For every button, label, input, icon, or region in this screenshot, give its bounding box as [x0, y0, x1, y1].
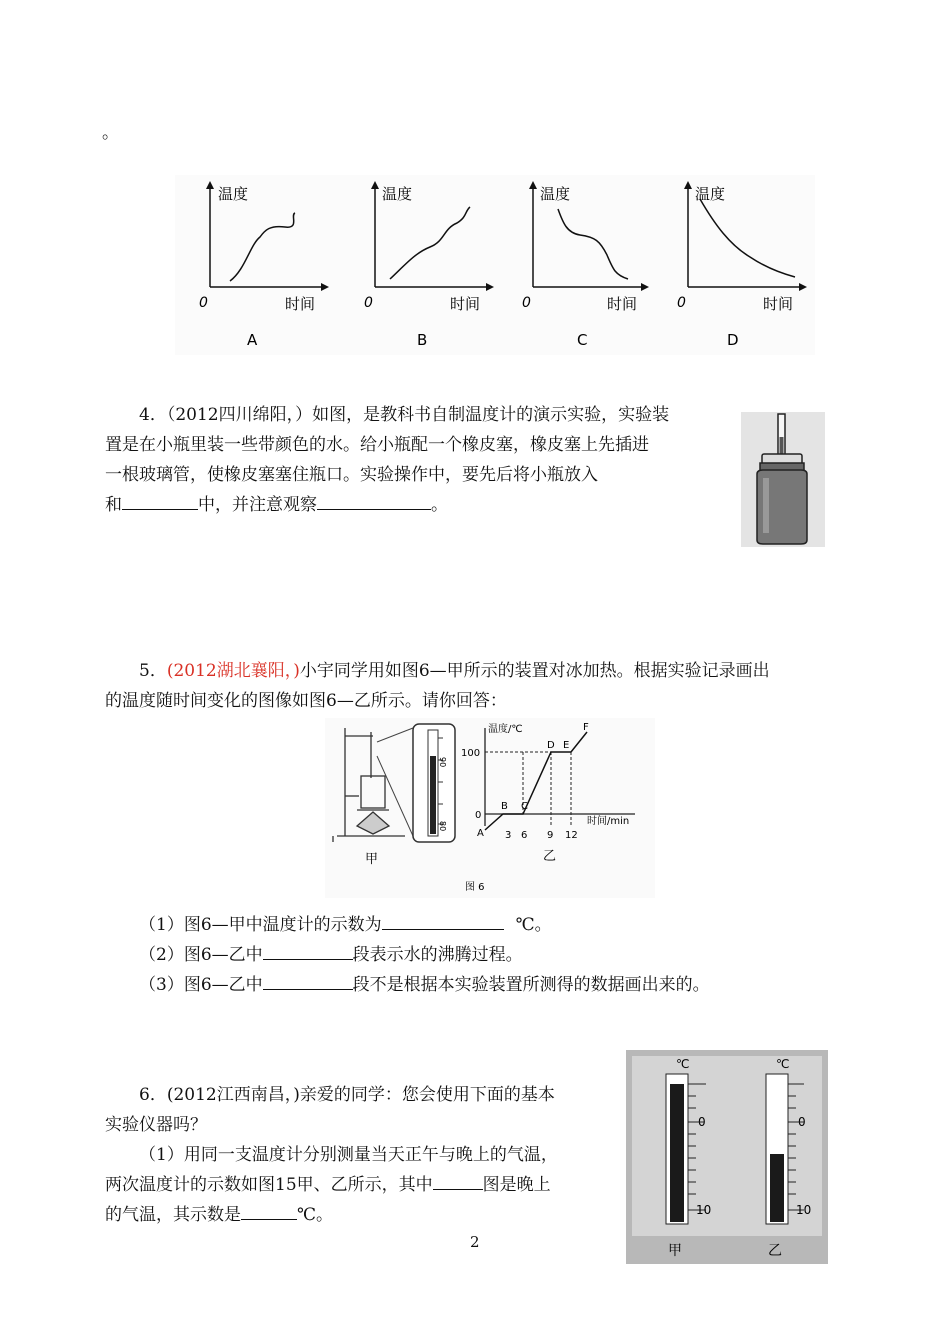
figure-6	[325, 718, 655, 898]
q5-sub-1-text: （1）图6—甲中温度计的示数为	[139, 915, 382, 935]
thermo-yi-label: 乙	[768, 1243, 782, 1259]
graph-d-origin: 0	[677, 295, 686, 311]
page-number: 2	[470, 1233, 480, 1251]
q5-sub-1	[139, 910, 839, 940]
q4-blank-1[interactable]	[122, 491, 198, 510]
q6-line-4-rest: 图是晚上	[482, 1175, 551, 1195]
q4-line-1: 4．（2012四川绵阳，）如图，是教科书自制温度计的演示实验，实验装	[139, 405, 670, 425]
tick-100: 100	[461, 748, 481, 759]
graph-b-label: B	[417, 331, 428, 349]
q6-line-5-text: 的气温，其示数是	[105, 1205, 241, 1225]
scale-80: 80	[438, 821, 447, 832]
graph-d-x-label: 时间	[763, 295, 794, 313]
q5-sub-2	[139, 940, 839, 970]
question-4	[105, 400, 730, 520]
q5-sub-2-text: （2）图6—乙中	[139, 945, 263, 965]
thermo-jia-zero: 0	[698, 1115, 706, 1129]
graph-b-x-label: 时间	[450, 295, 481, 313]
q6-line-2: 实验仪器吗？	[105, 1115, 207, 1135]
point-d: D	[547, 740, 555, 751]
q5-sub-3	[139, 970, 839, 1000]
q5-sub-3-rest: 段不是根据本实验装置所测得的数据画出来的。	[352, 975, 710, 995]
point-b: B	[501, 801, 508, 812]
q5-source: (2012湖北襄阳，)	[166, 661, 300, 681]
q5-number: 5．	[139, 661, 167, 681]
tick-6: 6	[521, 830, 528, 841]
q5-line-1-rest: 小宇同学用如图6—甲所示的装置对冰加热。根据实验记录画出	[299, 661, 770, 681]
q5-sub-3-text: （3）图6—乙中	[139, 975, 263, 995]
q6-line-5-unit: ℃。	[297, 1205, 334, 1225]
q4-line-2: 置是在小瓶里装一些带颜色的水。给小瓶配一个橡皮塞，橡皮塞上先插进	[105, 435, 649, 455]
graph-a-y-label: 温度	[218, 185, 249, 203]
two-thermometers-figure	[626, 1050, 828, 1264]
tick-3: 3	[505, 830, 512, 841]
q4-text-he: 和	[105, 495, 122, 515]
graph-a-label: A	[247, 331, 258, 349]
q6-line-5	[105, 1200, 615, 1230]
q5-subquestions	[139, 910, 839, 1000]
tick-0: 0	[475, 810, 482, 821]
q6-blank-which[interactable]	[433, 1171, 483, 1190]
q6-blank-reading[interactable]	[241, 1201, 297, 1220]
question-6	[105, 1080, 615, 1230]
thermo-jia-ten: 10	[696, 1203, 712, 1217]
q5-line-2: 的温度随时间变化的图像如图6—乙所示。请你回答：	[105, 691, 507, 711]
graph-b-origin: 0	[364, 295, 373, 311]
thermo-yi-ten: 10	[796, 1203, 812, 1217]
q5-sub-1-unit: ℃。	[515, 915, 552, 935]
graph-c-x-label: 时间	[607, 295, 638, 313]
point-f: F	[583, 722, 589, 733]
scale-90: 90	[438, 757, 447, 768]
bottle-thermometer-figure	[741, 412, 825, 547]
question-5	[105, 656, 845, 716]
x-axis-label: 时间/min	[587, 816, 630, 827]
q5-blank-reading[interactable]	[382, 911, 504, 930]
q4-line-3: 一根玻璃管，使橡皮塞塞住瓶口。实验操作中，要先后将小瓶放入	[105, 465, 598, 485]
q6-line-4	[105, 1170, 615, 1200]
caption-yi: 乙	[543, 849, 557, 864]
point-c: C	[521, 801, 528, 812]
q6-line-4-text: 两次温度计的示数如图15甲、乙所示，其中	[105, 1175, 433, 1195]
graph-b-y-label: 温度	[382, 185, 413, 203]
graph-a-origin: 0	[199, 295, 208, 311]
caption-jia: 甲	[365, 852, 379, 867]
graph-a-x-label: 时间	[285, 295, 316, 313]
figure-caption: 图 6	[465, 882, 485, 893]
q3-graphs-figure	[175, 175, 815, 355]
q4-text-end: 。	[431, 495, 448, 515]
q4-line-4	[105, 490, 730, 520]
thermo-yi-unit: ℃	[776, 1057, 790, 1071]
q5-sub-2-rest: 段表示水的沸腾过程。	[352, 945, 523, 965]
thermo-jia-unit: ℃	[676, 1057, 690, 1071]
graph-c-label: C	[577, 331, 588, 349]
graph-d-y-label: 温度	[695, 185, 726, 203]
q4-text-observe: 中，并注意观察	[198, 495, 317, 515]
y-axis-label: 温度/℃	[488, 724, 523, 735]
graph-c-y-label: 温度	[540, 185, 571, 203]
graph-c-origin: 0	[522, 295, 531, 311]
thermo-jia-label: 甲	[668, 1243, 682, 1259]
q5-blank-boiling-segment[interactable]	[263, 941, 353, 960]
stray-period: 。	[102, 123, 119, 143]
thermo-yi-zero: 0	[798, 1115, 806, 1129]
graph-d-label: D	[727, 331, 739, 349]
q5-line-1	[105, 656, 845, 686]
q5-blank-segment[interactable]	[263, 971, 353, 990]
q6-line-1: 6．(2012江西南昌，)亲爱的同学：您会使用下面的基本	[139, 1085, 555, 1105]
tick-12: 12	[565, 830, 578, 841]
point-a: A	[477, 828, 484, 839]
q6-line-3: （1）用同一支温度计分别测量当天正午与晚上的气温，	[139, 1145, 558, 1165]
point-e: E	[563, 740, 570, 751]
q4-blank-2[interactable]	[317, 491, 431, 510]
tick-9: 9	[547, 830, 554, 841]
